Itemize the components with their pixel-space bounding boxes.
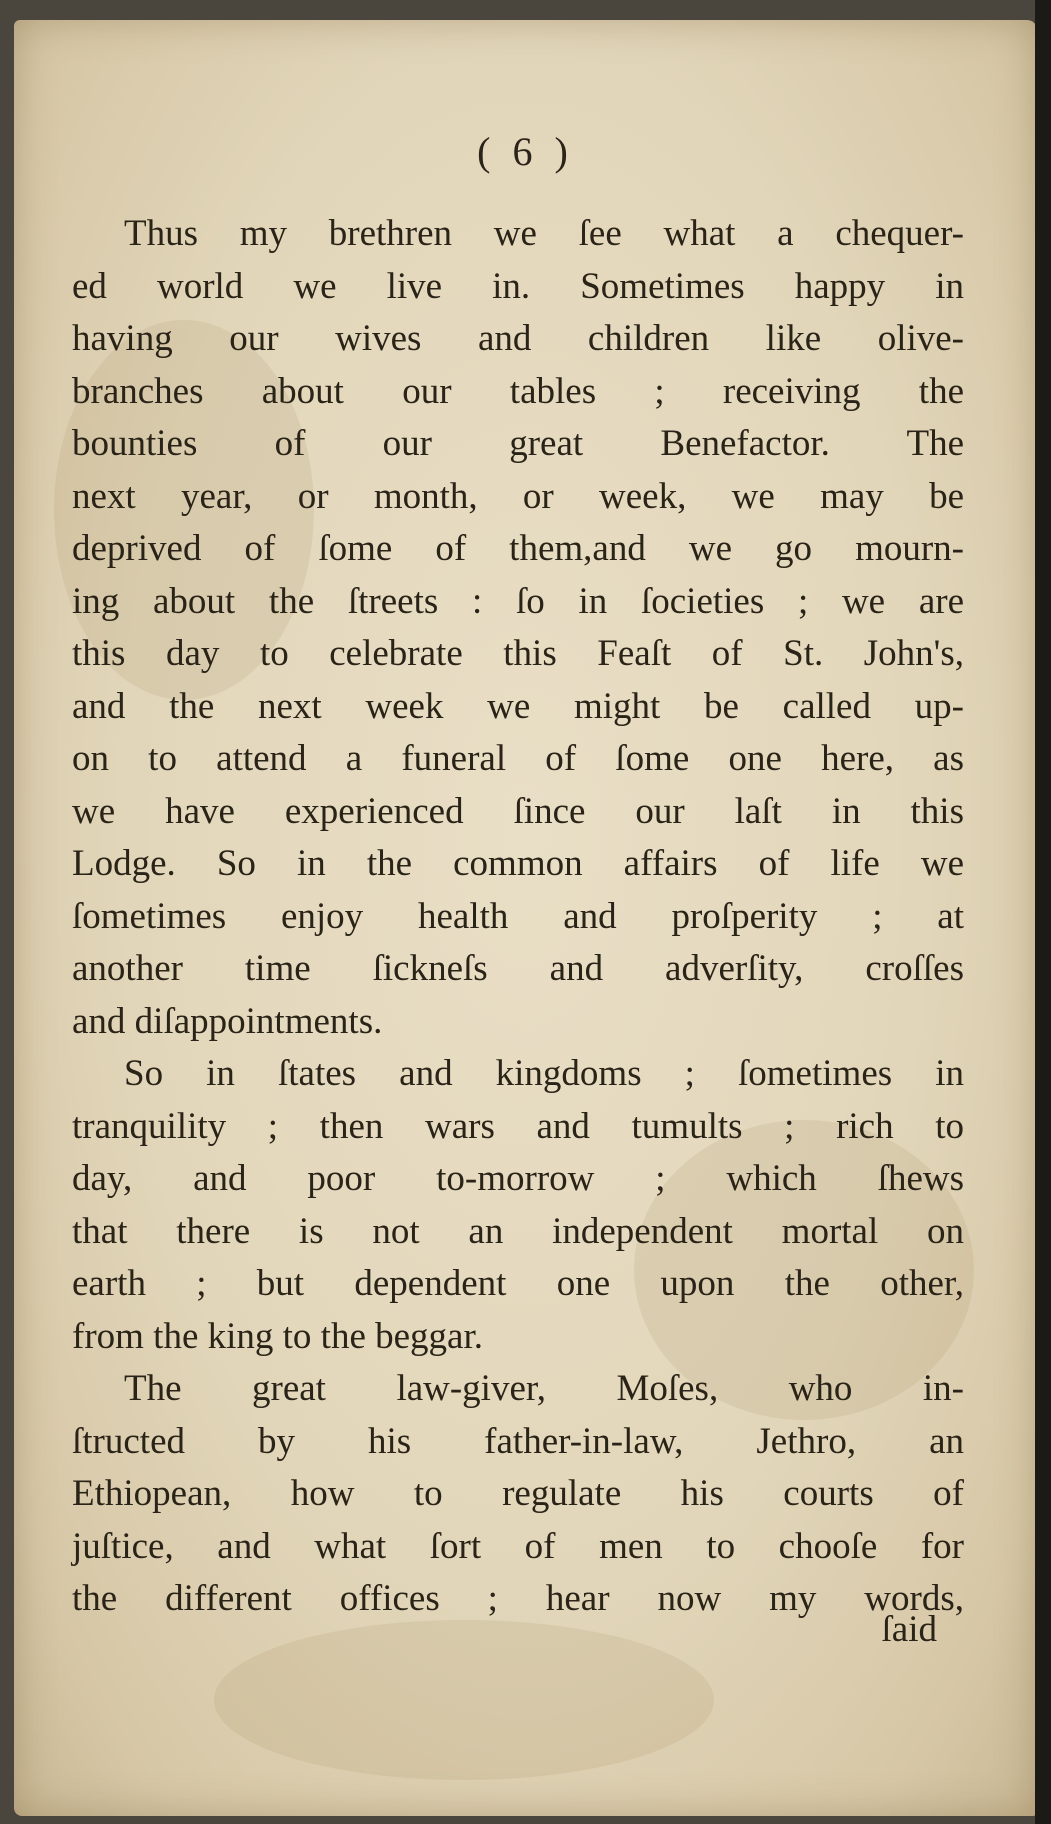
text-line: ing about the ſtreets : ſo in ſocieties ; we are [72,580,964,622]
text-line: and the next week we might be called up- [72,685,964,727]
text-line: Thus my brethren we ſee what a chequer- [124,213,964,254]
paper-stain [214,1620,714,1780]
text-line: that there is not an independent mortal on [72,1210,964,1252]
text-line: tranquility ; then wars and tumults ; rich to [72,1105,964,1147]
text-line: The great law-giver, Moſes, who in- [124,1368,964,1409]
text-line: day, and poor to-morrow ; which ſhews [72,1158,964,1199]
text-line: earth ; but dependent one upon the other, [72,1263,964,1304]
text-line: ſtructed by his father-in-law, Jethro, an [72,1420,964,1462]
text-line: and diſappointments. [72,1000,383,1042]
text-line: Lodge. So in the common affairs of life we [72,843,964,884]
text-line: deprived of ſome of them,and we go mourn- [72,528,964,569]
text-line: So in ſtates and kingdoms ; ſometimes in [124,1053,964,1094]
text-line: ſometimes enjoy health and proſperity ; at [72,895,964,937]
text-line: bounties of our great Benefactor. The [72,423,964,464]
text-line: Ethiopean, how to regulate his courts of [72,1473,964,1514]
text-line: this day to celebrate this Feaſt of St. John's, [72,633,964,674]
text-line: juſtice, and what ſort of men to chooſe for [72,1525,964,1567]
text-line: the different offices ; hear now my words, [72,1578,964,1619]
book-spine-edge [1035,0,1051,1824]
text-line: another time ſickneſs and adverſity, croſſes [72,948,964,989]
text-line: from the king to the beggar. [72,1315,484,1357]
text-line: next year, or month, or week, we may be [72,475,964,517]
text-line: we have experienced ſince our laſt in this [72,790,964,832]
text-line: having our wives and children like olive- [72,318,964,359]
text-line: branches about our tables ; receiving the [72,370,964,412]
text-line: ed world we live in. Sometimes happy in [72,265,964,307]
page-number: ( 6 ) [477,129,574,174]
catchword: ſaid [881,1609,937,1650]
text-line: on to attend a funeral of ſome one here, as [72,738,964,779]
body-text [72,208,964,1626]
